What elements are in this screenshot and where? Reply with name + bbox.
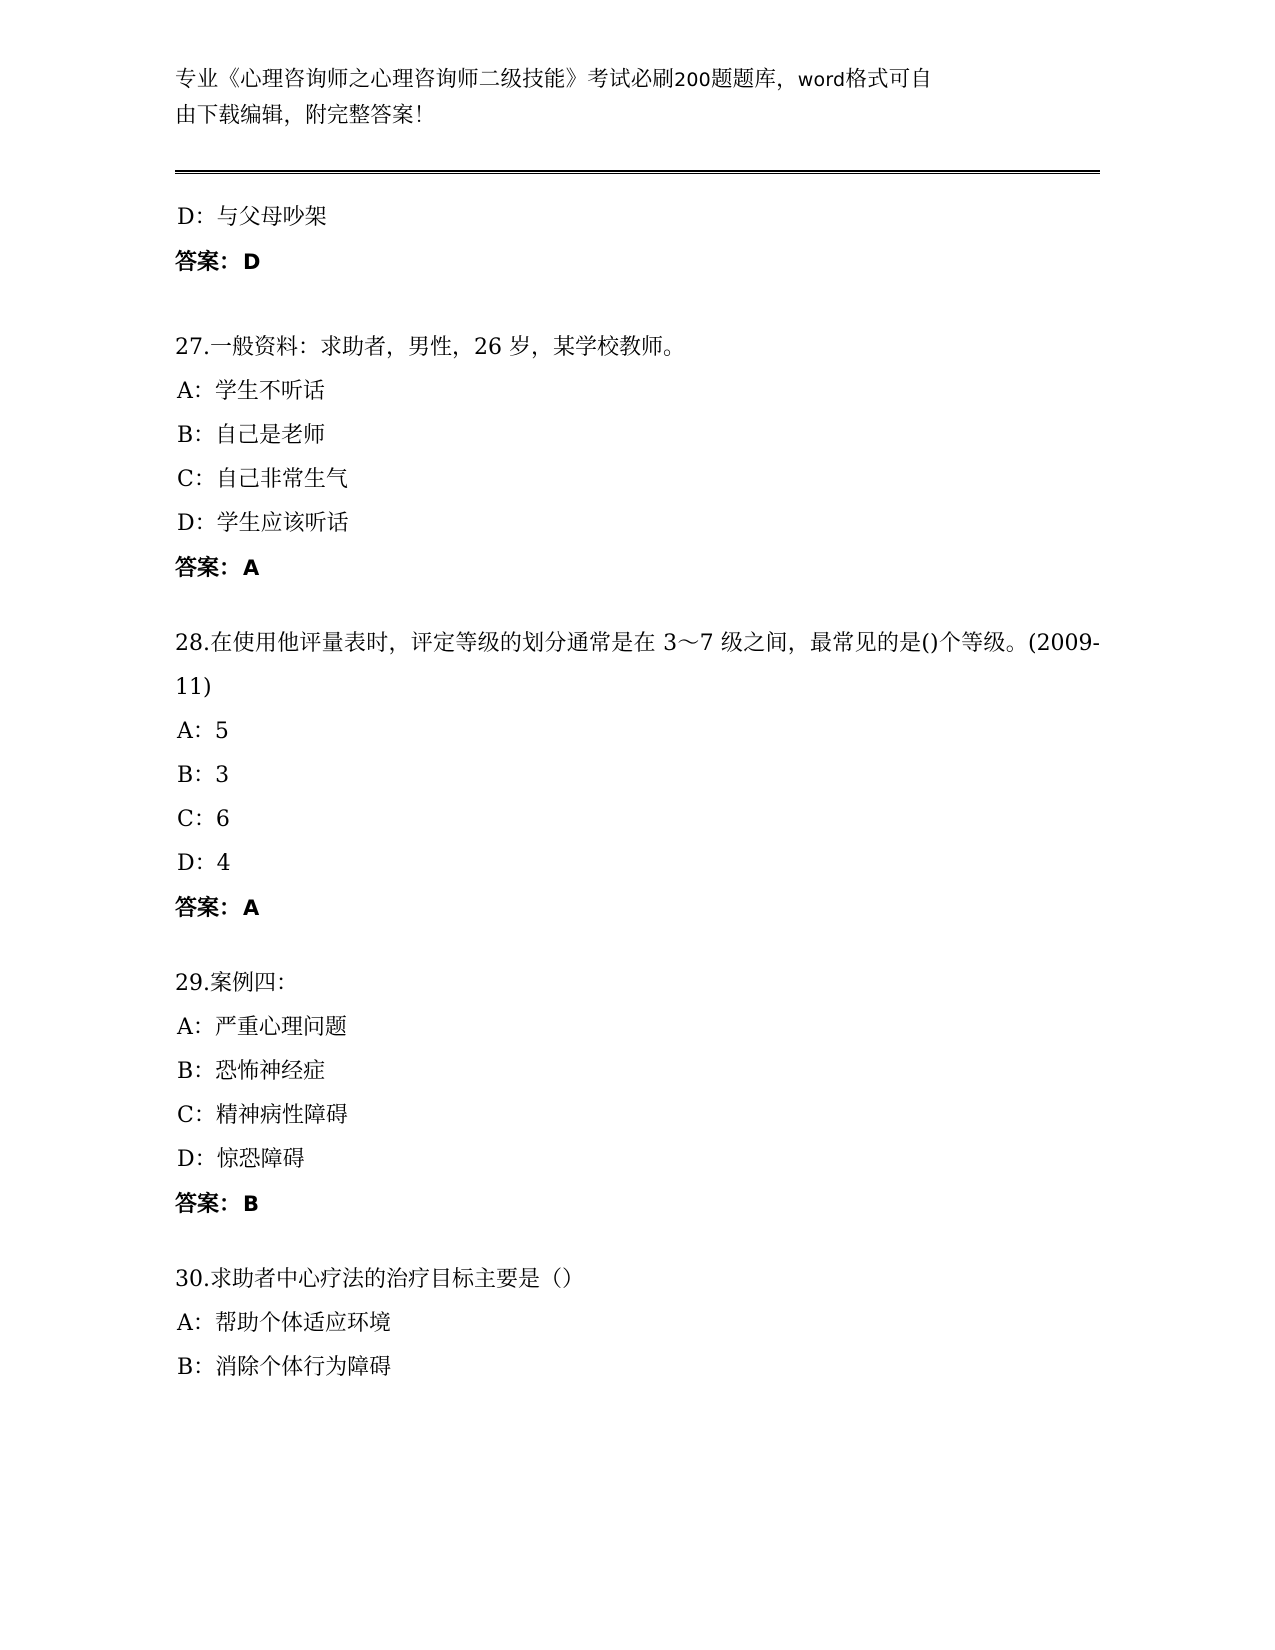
option-text: 恐怖神经症 [215,1059,326,1084]
answer-row [175,1182,1100,1226]
header-text-part3: 格式可自 [845,67,933,92]
header-text-part2: 题题库， [710,67,798,92]
option-label: C： [177,807,216,832]
option-text: 帮助个体适应环境 [214,1311,391,1336]
option-label: B： [177,1059,216,1084]
question-block-30 [175,1258,1100,1390]
option-row [175,1302,1100,1346]
option-text: 3 [215,763,230,788]
option-label: A： [177,1015,215,1040]
option-text: 与父母吵架 [216,205,327,230]
answer-label: 答案： [175,249,242,275]
header-format-word: word [797,69,846,91]
option-label: A： [177,1311,215,1336]
option-row [175,370,1100,414]
answer-row [175,886,1100,930]
option-row [175,1094,1100,1138]
option-label: C： [177,467,216,492]
option-row [175,1346,1100,1390]
option-text: 惊恐障碍 [216,1147,305,1172]
option-text: 学生应该听话 [216,511,349,536]
header-line2: 由下载编辑，附完整答案！ [175,103,436,128]
option-label: C： [177,1103,216,1128]
option-text: 消除个体行为障碍 [215,1355,392,1380]
option-row [175,414,1100,458]
option-text: 自己是老师 [215,423,326,448]
option-row [175,502,1100,546]
option-row [175,798,1100,842]
option-text: 学生不听话 [214,379,325,404]
header-divider [175,170,1100,174]
question-list [175,196,1100,1390]
answer-label: 答案： [175,895,242,921]
question-stem: 28.在使用他评量表时，评定等级的划分通常是在 3～7 级之间，最常见的是()个等级。(2009-11) [175,631,1100,700]
option-label: B： [177,423,216,448]
option-label: D： [177,205,217,230]
question-stem: 29.案例四： [175,971,298,996]
answer-label: 答案： [175,555,242,581]
option-text: 6 [215,807,230,832]
option-label: D： [177,851,217,876]
option-text: 自己非常生气 [215,467,348,492]
question-block-28 [175,622,1100,930]
option-label: A： [177,379,215,404]
option-label: B： [177,763,216,788]
option-row [175,754,1100,798]
option-row [175,1138,1100,1182]
option-text: 精神病性障碍 [215,1103,348,1128]
option-row [175,458,1100,502]
question-stem: 27.一般资料：求助者，男性，26 岁，某学校教师。 [175,335,685,360]
option-row [175,196,1100,240]
question-block-26-continued [175,196,1100,284]
answer-label: 答案： [175,1191,242,1217]
page-header [175,62,1100,134]
option-row [175,1050,1100,1094]
option-row [175,710,1100,754]
question-block-27 [175,326,1100,590]
answer-value: B [243,1192,260,1216]
header-text-part1: 专业《心理咨询师之心理咨询师二级技能》考试必刷 [175,67,675,92]
question-stem: 30.求助者中心疗法的治疗目标主要是（） [175,1267,584,1292]
answer-row [175,240,1100,284]
option-row [175,1006,1100,1050]
answer-value: A [243,556,260,580]
answer-value: A [243,896,260,920]
answer-row [175,546,1100,590]
option-text: 4 [216,851,231,876]
question-block-29 [175,962,1100,1226]
header-number: 200 [674,69,711,91]
option-label: D： [177,1147,217,1172]
option-text: 严重心理问题 [214,1015,347,1040]
option-label: B： [177,1355,216,1380]
option-label: D： [177,511,217,536]
option-text: 5 [214,719,229,744]
answer-value: D [243,250,261,274]
option-label: A： [177,719,215,744]
option-row [175,842,1100,886]
